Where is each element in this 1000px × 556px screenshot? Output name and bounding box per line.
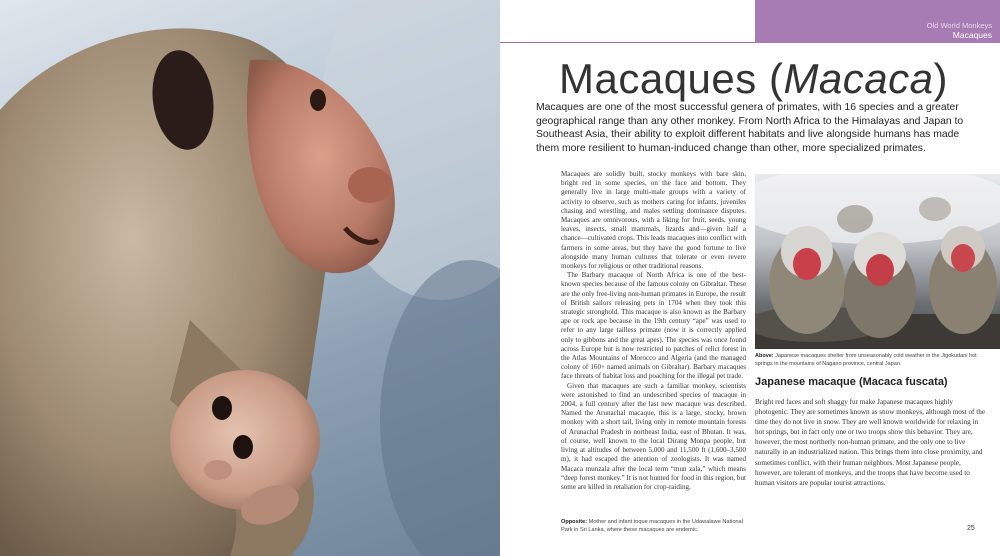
caption-above: Above: Japanese macaques shelter from unseasonably cold weather in the Jigokudani hot springs in the mountains of Nagano province, central Japan. [755, 353, 977, 367]
body-column [561, 170, 746, 492]
japanese-macaque-text: Bright red faces and soft shaggy fur make Japanese macaques highly photogenic. They are sometimes known as snow monkeys, although most of the time they do not live in snow. They are well known worldwide for relaxing in hot springs, but in fact only one or two troops show this behavior. They are, however, the most northerly non-human primate, and the only one to live naturally in an industrialized nation. This brings them into close proximity, and sometimes conflict, with their human neighbors. Most Japanese people, however, are tolerant of monkeys, and the troops that have become used to human visitors are popular tourist attractions. [755, 398, 986, 487]
title-latin: Macaca [783, 55, 934, 102]
page-title: Macaques (Macaca) [559, 55, 948, 102]
page-number: 25 [967, 525, 975, 532]
body-paragraph-2: The Barbary macaque of North Africa is one of the best-known species because of the famous colony on Gibraltar. These are the only free-living non-human primates in Europe, the result of British sailors releasing pets in 1704 when they took this strategic stronghold. This macaque is also known as the Barbary ape or rock ape because in the 19th century “ape” was used to refer to any large tailless primate (now it is correctly applied only to gibbons and the great apes). The species was once found across Europe but is now restricted to patches of relict forest in the Atlas Mountains of Morocco and Algeria (and the managed colony of 160+ named animals on Gibraltar). Barbary macaques face threats of habitat loss and poaching for the illegal pet trade. [561, 271, 746, 381]
photo-japanese-macaques [755, 174, 1000, 349]
right-page [500, 0, 1000, 556]
intro-paragraph: Macaques are one of the most successful genera of primates, with 16 species and a greater geographical range than any other monkey. From North Africa to the Himalayas and Japan to Southeast Asia, their ability to exploit different habitats and live alongside humans has made them more resilient to human-induced change than other, more specialized primates. [536, 102, 964, 154]
japanese-macaque-heading: Japanese macaque (Macaca fuscata) [755, 376, 948, 388]
subsection-label: Macaques [952, 30, 992, 40]
snow-monkeys-illustration [755, 174, 1000, 349]
section-label: Old World Monkeys [926, 21, 992, 30]
body-paragraph-1: Macaques are solidly built, stocky monkeys with bare skin, bright red in some species, on the face and bottom. They generally live in large multi-male groups with a variety of activity to observe, such as mothers caring for infants, juveniles chasing and wrestling, and males settling dominance disputes. Macaques are omnivorous, with a liking for fruit, seeds, young leaves, insects, small mammals, lizards and—given half a chance—cultivated crops. This leads macaques into conflict with farmers in some areas, but they have the good fortune to live alongside many human cultures that tolerate or even revere monkeys for religious or other traditional reasons. [561, 170, 746, 271]
body-paragraph-3: Given that macaques are such a familiar monkey, scientists were astonished to find an undescribed species of macaque in 2004, a full century after the last new macaque was described. Named the Arunachal macaque, this is a large, stocky, brown monkey with a short tail, living only in remote mountain forests of Arunachal Pradesh in northeast India, east of Bhutan. It was, of course, well known to the local Dirang Monpa people, but living at altitudes of between 5,000 and 11,500 ft (1,600–3,500 m), it had escaped the attention of zoologists. It was named Macaca munzala after the local term “mun zala,” which means “deep forest monkey.” It is not hunted for food in this region, but some are killed in retaliation for crop-raiding. [561, 381, 746, 491]
section-tab [755, 0, 1000, 43]
header-rule [500, 42, 755, 43]
caption-opposite: Opposite: Mother and infant toque macaques in the Udawalawe National Park in Sri Lanka, where these macaques are endemic. [561, 519, 743, 533]
